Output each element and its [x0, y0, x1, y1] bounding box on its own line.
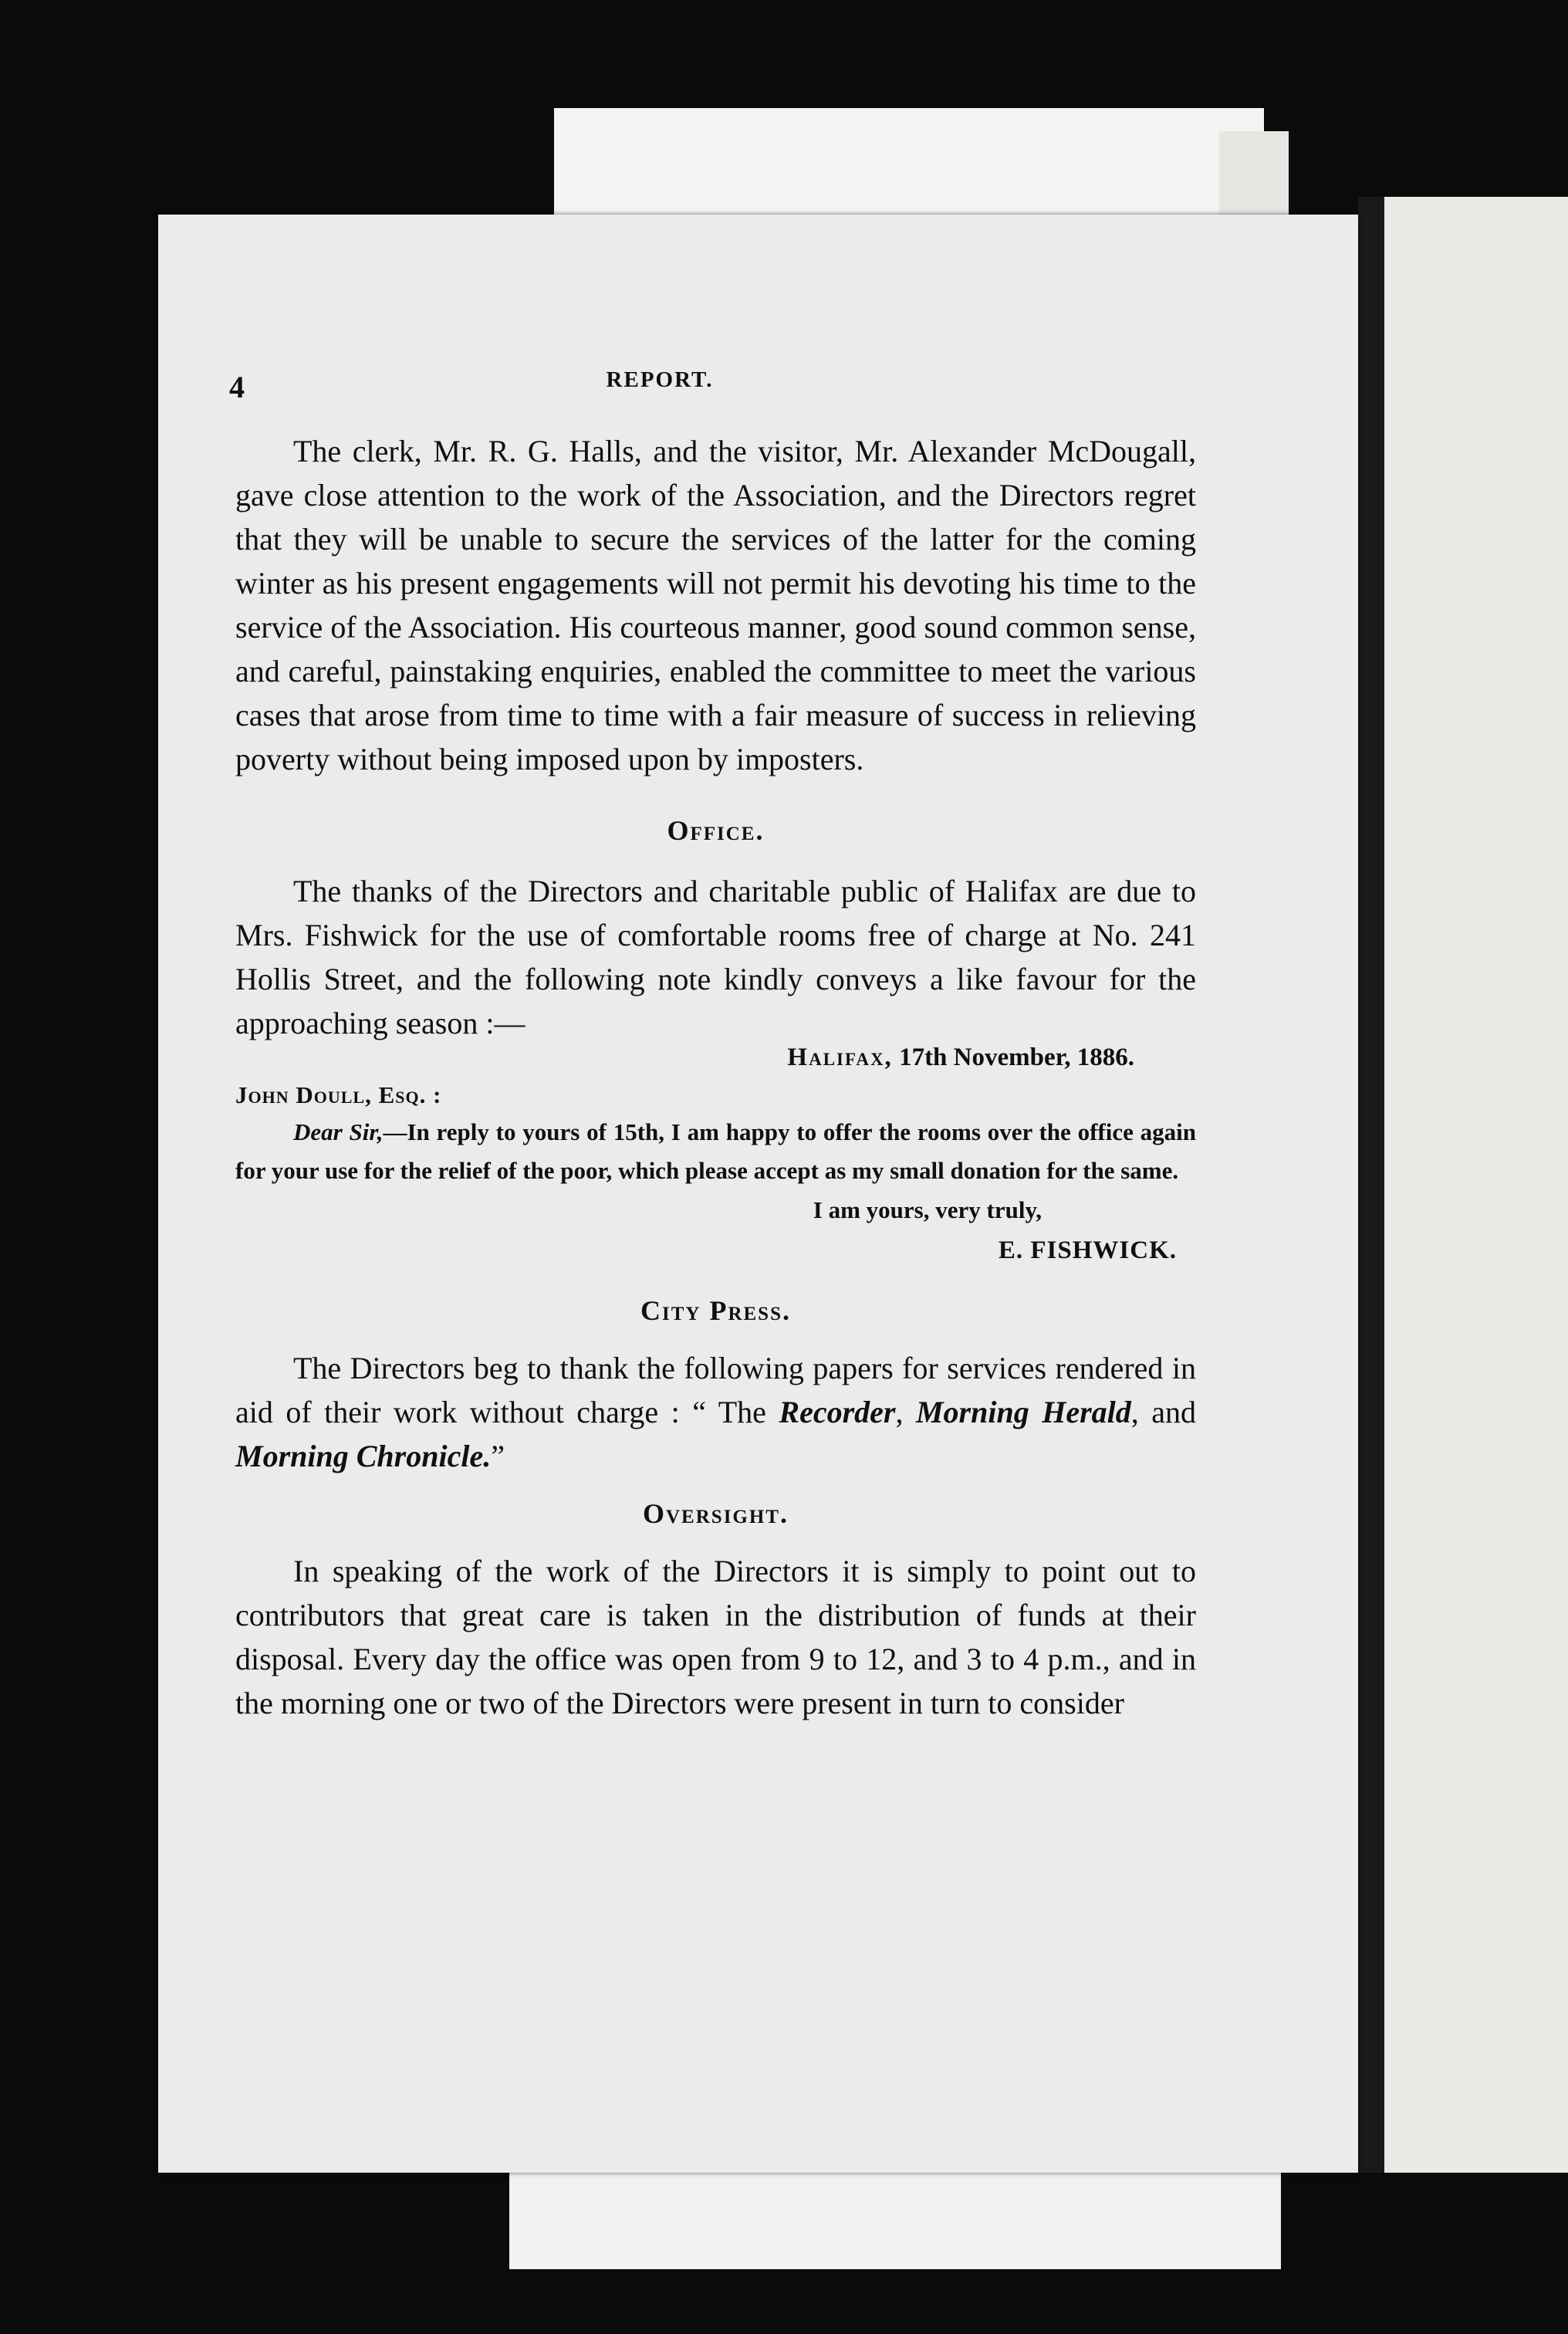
- letter-date: 17th November, 1886.: [899, 1044, 1134, 1071]
- heading-office: Office.: [667, 815, 765, 846]
- letter-salutation: Dear Sir,: [293, 1118, 384, 1145]
- letter-addressee: John Doull, Esq. :: [235, 1081, 442, 1108]
- document-page: [158, 215, 1358, 2173]
- letter-signature: E. FISHWICK.: [998, 1236, 1177, 1264]
- letter-text: —In reply to yours of 15th, I am happy to offer the rooms over the office again for your use for the relief of the poor, which please accept as my small donation for the same.: [235, 1118, 1196, 1184]
- page-body: [235, 429, 1196, 1725]
- running-head: REPORT.: [606, 367, 714, 392]
- paper-recorder: Recorder: [779, 1395, 896, 1429]
- paragraph-oversight: In speaking of the work of the Directors it is simply to point out to contributors that great care is taken in the distribution of funds at their disposal. Every day the office was open from 9 to 12, and 3 to 4 p.m., and in the morning one or two of the Directors were present in turn to consider: [235, 1554, 1196, 1720]
- press-text-start: The Directors beg to thank the following papers for services rendered in aid of their work without charge : “ The: [235, 1351, 1196, 1429]
- facing-page: [1358, 197, 1568, 2173]
- page-number: 4: [229, 370, 245, 404]
- paragraph-city-press: [235, 1346, 1196, 1478]
- press-text-end: ”: [491, 1439, 505, 1473]
- paper-morning-herald: Morning Herald: [915, 1395, 1131, 1429]
- paragraph-clerk: The clerk, Mr. R. G. Halls, and the visitor, Mr. Alexander McDougall, gave close attention to the work of the Association, and the Directors regret that they will be unable to secure the services of the latter for the coming winter as his present engagements will not permit his devoting his time to the service of the Association. His courteous manner, good sound common sense, and careful, painstaking enquiries, enabled the committee to meet the various cases that arose from time to time with a fair measure of success in relieving poverty without being imposed upon by imposters.: [235, 434, 1196, 776]
- letter-place: Halifax,: [787, 1044, 893, 1071]
- paragraph-office: The thanks of the Directors and charitable public of Halifax are due to Mrs. Fishwick for the use of comfortable rooms free of charge at No. 241 Hollis Street, and the following note kindly conveys a like favour for the approaching season :—: [235, 874, 1196, 1040]
- letter-body: [235, 1113, 1196, 1190]
- paper-morning-chronicle: Morning Chronicle.: [235, 1439, 492, 1473]
- press-and: , and: [1130, 1395, 1196, 1429]
- letter-closing: I am yours, very truly,: [813, 1196, 1042, 1223]
- heading-oversight: Oversight.: [643, 1498, 789, 1529]
- press-comma: ,: [895, 1395, 916, 1429]
- heading-city-press: City Press.: [640, 1295, 791, 1326]
